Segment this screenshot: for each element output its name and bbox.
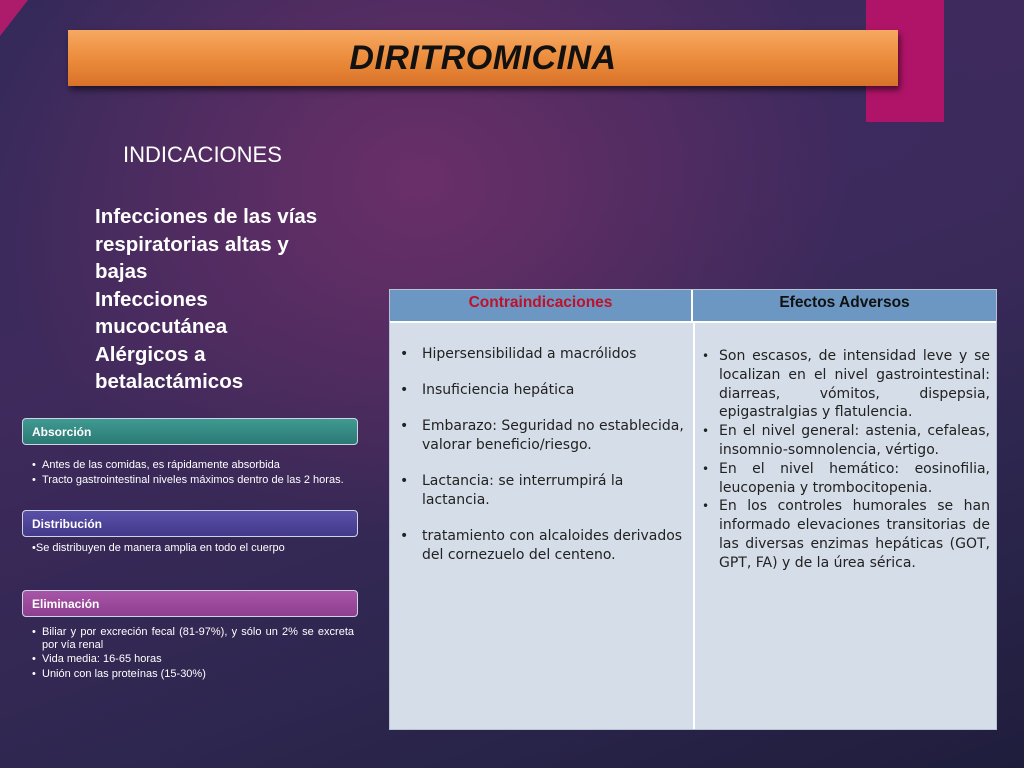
list-item xyxy=(702,460,990,498)
list-item-text: tratamiento con alcaloides derivados del cornezuelo del centeno. xyxy=(422,528,683,563)
list-item xyxy=(32,653,354,666)
list-item-text: En el nivel general: astenia, cefaleas, insomnio-somnolencia, vértigo. xyxy=(719,423,990,458)
list-item-text: Son escasos, de intensidad leve y se localizan en el nivel gastrointestinal: diarreas, vómitos, dispepsia, epigastralgias y flatulencia. xyxy=(719,348,990,421)
distribution-header xyxy=(22,510,358,537)
indication-line: Alérgicos a xyxy=(95,342,206,366)
distribution-list xyxy=(32,542,354,557)
adverse-effects-list xyxy=(702,347,990,573)
list-item-text: Hipersensibilidad a macrólidos xyxy=(422,346,637,362)
list-item-text: Lactancia: se interrumpirá la lactancia. xyxy=(422,473,624,508)
bullet: • xyxy=(702,424,710,439)
contraindications-list xyxy=(400,345,685,582)
list-item xyxy=(32,474,354,487)
bullet: • xyxy=(400,473,409,489)
indication-line: mucocutánea xyxy=(95,315,228,338)
list-item-text: Vida media: 16-65 horas xyxy=(42,653,162,665)
list-item xyxy=(400,417,685,455)
title-bar xyxy=(68,30,898,86)
comparison-table xyxy=(389,289,997,730)
bullet: • xyxy=(32,653,36,665)
table-header-adverse-effects: Efectos Adversos xyxy=(693,290,996,323)
slide-title: DIRITROMICINA xyxy=(349,38,617,77)
elimination-label: Eliminación xyxy=(32,596,100,611)
elimination-header xyxy=(22,590,358,617)
indication-line: bajas xyxy=(95,260,148,283)
list-item xyxy=(400,345,685,364)
bullet: • xyxy=(400,346,409,362)
list-item-text: En el nivel hemático: eosinofilia, leucopenia y trombocitopenia. xyxy=(719,460,990,496)
indication-line: respiratorias altas y xyxy=(95,232,289,256)
bullet: • xyxy=(32,667,36,680)
list-item xyxy=(702,422,990,460)
indication-line: betalactámicos xyxy=(95,370,244,393)
table-header-contraindications: Contraindicaciones xyxy=(390,290,693,323)
bullet: • xyxy=(400,418,409,434)
list-item-text: Insuficiencia hepática xyxy=(422,382,575,398)
bullet: • xyxy=(702,461,710,476)
list-item xyxy=(702,497,990,572)
bullet: • xyxy=(32,473,36,486)
bullet: • xyxy=(32,459,36,471)
list-item-text: Antes de las comidas, es rápidamente absorbida xyxy=(42,459,280,471)
list-item-text: Biliar y por excreción fecal (81-97%), y sólo un 2% se excreta por vía renal xyxy=(42,626,354,651)
list-item-text: Tracto gastrointestinal niveles máximos dentro de las 2 horas. xyxy=(42,473,344,486)
column-divider xyxy=(693,323,695,729)
list-item xyxy=(702,347,990,422)
list-item xyxy=(400,472,685,510)
list-item xyxy=(400,527,685,565)
bullet: • xyxy=(702,499,710,514)
list-item-text: Unión con las proteínas (15-30%) xyxy=(42,667,206,680)
list-item xyxy=(32,542,354,555)
bullet: • xyxy=(400,382,409,398)
list-item-text: •Se distribuyen de manera amplia en todo el cuerpo xyxy=(32,542,285,554)
list-item-text: En los controles humorales se han informado elevaciones transitorias de las diversas enzimas hepáticas (GOT, GPT, FA) y de la úrea sérica. xyxy=(719,498,990,571)
list-item xyxy=(32,459,354,472)
bullet: • xyxy=(400,528,409,544)
absorption-list xyxy=(32,459,354,488)
indications-list xyxy=(95,203,385,396)
list-item xyxy=(32,668,354,681)
bullet: • xyxy=(702,349,710,363)
indication-line: Infecciones xyxy=(95,287,208,311)
indications-heading: INDICACIONES xyxy=(123,142,282,167)
absorption-label: Absorción xyxy=(32,424,92,439)
distribution-label: Distribución xyxy=(32,516,103,531)
corner-triangle-decoration xyxy=(0,0,28,36)
absorption-header xyxy=(22,418,358,445)
bullet: • xyxy=(32,626,36,638)
indication-line: Infecciones de las vías xyxy=(95,205,318,228)
list-item xyxy=(400,381,685,400)
list-item-text: Embarazo: Seguridad no establecida, valorar beneficio/riesgo. xyxy=(422,418,684,453)
list-item xyxy=(32,626,354,651)
elimination-list xyxy=(32,626,354,682)
